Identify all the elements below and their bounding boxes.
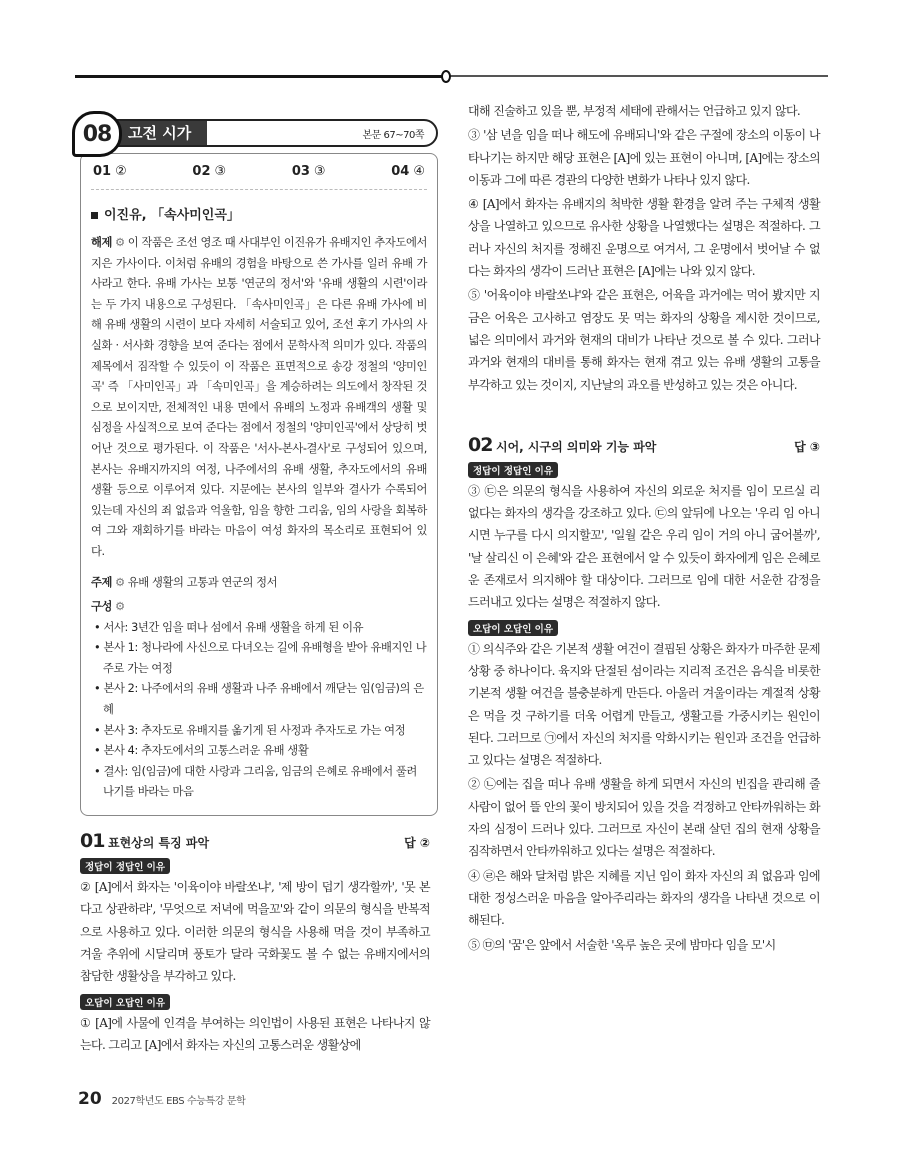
structure-item: • 본사 2: 나주에서의 유배 생활과 나주 유배에서 깨닫는 임(임금)의 은혜 xyxy=(94,682,424,717)
analysis-label: 해제 xyxy=(91,236,113,249)
work-title: 이진유, 「속사미인곡」 xyxy=(91,204,427,223)
structure-item: • 결사: 임(임금)에 대한 사랑과 그리움, 임금의 은혜로 유배에서 풀려나기를 바라는 마음 xyxy=(94,764,417,799)
analysis-paragraph: 해제 ⚙ 이 작품은 조선 영조 때 사대부인 이진유가 유배지인 추자도에서 지은 가사이다. 이처럼 유배의 경험을 바탕으로 쓴 가사를 일러 유배 가사라고 한다. 유배 가사는 보통 '연군의 정서'와 '유배 생활의 시련'이라는 두 가지 내용으로 구성된다. 「속사미인곡」은 다른 유배 가사에 비해 유배 생활의 시련이 보다 자세히 서술되고 있어, 조선 후기 가사의 사실화 · 서사화 경향을 보여 준다는 점에서 문학사적 의미가 있다. 작품의 제목에서 짐작할 수 있듯이 이 작품은 표면적으로 송강 정철의 '양미인곡' 즉 「사미인곡」과 「속미인곡」을 계승하려는 의도에서 창작된 것으로 보이지만, 전체적인 내용 면에서 유배의 노정과 유배객의 생활 및 심정을 사실적으로 보여 준다는 점에서 정철의 '양미인곡'에서 상당히 벗어난 것으로 평가된다. 이 작품은 '서사-본사-결사'로 구성되어 있으며, 본사는 유배지까지의 여정, 나주에서의 유배 생활, 추자도에서의 유배 생활 등으로 이루어져 있다. 지문에는 본사의 일부와 결사가 수록되어 있는데 자신의 죄 없음과 억울함, 임을 향한 그리움, 임의 사랑을 회복하여 그와 재회하기를 바라는 마음이 여성 화자의 목소리로 표현되어 있다. xyxy=(91,236,427,558)
correct-reason-badge: 정답이 정답인 이유 xyxy=(468,462,558,478)
wrong-reason-text: ① 의식주와 같은 기본적 생활 여건이 결핍된 상황은 화자가 마주한 문제 상황 중 하나이다. 육지와 단절된 섬이라는 지리적 조건은 음식을 비롯한 기본적 생활 여건을 불충분하게 만든다. 아울러 겨울이라는 계절적 상황은 먹을 것 구하기를 더욱 어렵게 만들고, 생활고를 가중시키는 원인이 된다. 그러므로 ㉠에서 자신의 처지를 악화시키는 원인과 조건을 언급하고 있다는 설명은 적절하다. xyxy=(468,641,820,768)
question-title: 표현상의 특징 파악 xyxy=(108,836,210,851)
wrong-reason-text: ⑤ ㉤의 '꿈'은 앞에서 서술한 '옥루 높은 곳에 밤마다 임을 모'시 xyxy=(468,937,776,952)
wrong-reason-text: ② ㉡에는 집을 떠나 유배 생활을 하게 되면서 자신의 빈집을 관리해 줄 사람이 없어 뜰 안의 꽃이 방치되어 있을 것을 걱정하고 안타까워하는 화자의 심정이 드러나 있다. 그러므로 자신이 본래 살던 집의 현재 상황을 짐작하면서 안타까워하고 있다는 설명은 적절하다. xyxy=(468,777,820,859)
header-rule-dot xyxy=(441,70,451,83)
question-answer: 답 ② xyxy=(404,836,430,851)
structure-heading: 구성 ⚙ xyxy=(91,600,125,614)
page-footer xyxy=(78,1089,245,1109)
header-rule-left xyxy=(75,75,445,78)
question-answer: 답 ③ xyxy=(794,439,820,454)
chapter-header xyxy=(80,115,430,149)
gear-icon: ⚙ xyxy=(115,600,125,614)
theme-paragraph: 주제 ⚙ 유배 생활의 고통과 연군의 정서 xyxy=(91,575,278,589)
wrong-reason-text: 대해 진술하고 있을 뿐, 부정적 세태에 관해서는 언급하고 있지 않다. xyxy=(468,104,801,118)
question-number: 02 xyxy=(468,433,493,456)
left-column xyxy=(80,115,430,1056)
gear-icon: ⚙ xyxy=(115,236,125,249)
answer-key-item: 03 ③ xyxy=(291,164,326,179)
right-column xyxy=(468,98,820,956)
chapter-bar xyxy=(116,119,438,147)
wrong-reason-text: ① [A]에 사물에 인격을 부여하는 의인법이 사용된 표현은 나타나지 않는다. 그리고 [A]에서 화자는 자신의 고통스러운 생활상에 xyxy=(80,1015,430,1052)
theme-label: 주제 xyxy=(91,575,113,589)
answer-key-item: 02 ③ xyxy=(192,164,227,179)
correct-reason-text: ② [A]에서 화자는 '이육이야 바랄쏘냐', '제 방이 덥기 생각할까', '못 본다고 상관하랴', '무엇으로 저녁에 먹을꼬'와 같이 의문의 형식을 반복적으로 사용하고 있다. 이러한 의문의 형식을 사용해 먹을 것이 부족하고 겨울 추위에 시달리며 풍토가 달라 국화꽃도 볼 수 없는 유배지에서의 참담한 생활상을 부각하고 있다. xyxy=(80,880,430,984)
chapter-pages: 본문 67~70쪽 xyxy=(362,129,424,141)
structure-item: • 본사 1: 청나라에 사신으로 다녀오는 길에 유배형을 받아 유배지인 나주로 가는 여정 xyxy=(94,641,427,675)
correct-reason-badge: 정답이 정답인 이유 xyxy=(80,858,170,874)
question-02-header xyxy=(468,434,820,456)
wrong-reason-badge: 오답이 오답인 이유 xyxy=(80,994,170,1010)
page-number: 20 xyxy=(78,1089,102,1109)
answer-key-item: 04 ④ xyxy=(391,164,425,179)
chapter-number: 08 xyxy=(72,111,122,157)
correct-reason-text: ③ ㉢은 의문의 형식을 사용하여 자신의 외로운 처지를 임이 모르실 리 없다는 화자의 생각을 강조하고 있다. ㉢의 앞뒤에 나오는 '우리 임 아니시면 누구를 다시 의지할꼬', '일월 같은 우리 임이 거의 아니 굽어볼까', '날 살리신 이 은혜'와 같은 표현에서 알 수 있듯이 화자에게 임은 은혜로운 존재로서 의지해야 할 대상이다. 그러므로 임에 대한 서운한 감정을 드러내고 있다는 설명은 적절하지 않다. xyxy=(468,483,820,610)
structure-item: • 본사 4: 추자도에서의 고통스러운 유배 생활 xyxy=(94,744,309,758)
answer-summary-box xyxy=(80,153,438,816)
question-title: 시어, 시구의 의미와 기능 파악 xyxy=(496,439,657,454)
structure-item: • 서사: 3년간 임을 떠나 섬에서 유배 생활을 하게 된 이유 xyxy=(94,620,364,634)
answer-key-item: 01 ② xyxy=(93,164,127,179)
structure-list xyxy=(91,618,427,803)
question-number: 01 xyxy=(80,830,105,853)
wrong-reason-text: ③ '삼 년을 임을 떠나 해도에 유배되니'와 같은 구절에 장소의 이동이 나타나기는 하지만 해당 표현은 [A]에 있는 표현이 아니며, [A]에는 장소의 이동과 그에 따른 경관의 다양한 변화가 나타나 있지 않다. xyxy=(468,128,820,187)
answer-key xyxy=(91,164,427,190)
wrong-reason-text: ④ ㉣은 해와 달처럼 밝은 지혜를 지닌 임이 화자 자신의 죄 없음과 임에 대한 정성스러운 마음을 알아주리라는 화자의 생각을 나타낸 것으로 이해된다. xyxy=(468,868,820,928)
header-rule-right xyxy=(450,75,828,77)
square-bullet-icon xyxy=(91,212,98,219)
wrong-reason-badge: 오답이 오답인 이유 xyxy=(468,620,558,636)
gear-icon: ⚙ xyxy=(115,575,125,589)
wrong-reason-text: ④ [A]에서 화자는 유배지의 척박한 생활 환경을 알려 주는 구체적 생활상을 나열하고 있으므로 유사한 상황을 나열했다는 설명은 적절하다. 그러나 자신의 처지를 정해진 운명으로 여겨서, 그 운명에서 벗어날 수 없다는 화자의 생각이 드러난 표현은 [A]에는 나와 있지 않다. xyxy=(468,197,820,279)
book-title: 2027학년도 EBS 수능특강 문학 xyxy=(111,1096,246,1107)
question-01-header xyxy=(80,830,430,852)
chapter-title: 고전 시가 xyxy=(116,121,207,145)
structure-item: • 본사 3: 추자도로 유배지를 옮기게 된 사정과 추자도로 가는 여정 xyxy=(94,723,406,737)
wrong-reason-text: ⑤ '어육이야 바랄쏘냐'와 같은 표현은, 어육을 과거에는 먹어 봤지만 지금은 어육은 고사하고 염장도 못 먹는 화자의 상황을 제시한 것이므로, 넓은 의미에서 과거와 현재의 대비가 나타난 것으로 볼 수 있다. 그러나 과거와 현재의 대비를 통해 화자는 현재 겪고 있는 유배 생활의 고통을 부각하고 있는 것이지, 지난날의 과오를 반성하고 있는 것은 아니다. xyxy=(468,288,820,392)
